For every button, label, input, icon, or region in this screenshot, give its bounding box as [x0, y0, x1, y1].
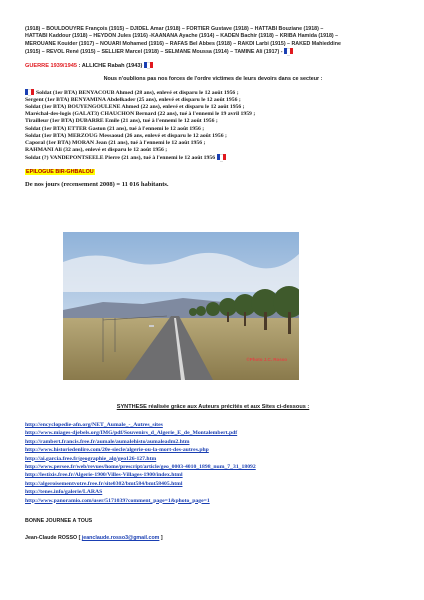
french-flag-icon	[284, 48, 293, 54]
intro-line: (1915) – REVOL René (1915) – SELLIER Marcel (1918) – SELMANE Moussa (1914) – TAMINE Ali (1917) -	[25, 48, 401, 56]
source-link[interactable]: http://www.historiedenlire.com/20e-siecle/algerie-ou-la-mort-des-autres.php	[25, 447, 209, 454]
source-link[interactable]: http://algeroisementvotre.free.fr/site0302/bmt584/bmt58405.html	[25, 480, 183, 487]
french-flag-icon	[217, 154, 226, 160]
closing-text: BONNE JOURNEE A TOUS	[25, 518, 93, 524]
guerre-1939-line	[25, 62, 401, 70]
population-line: De nos jours (recensement 2008) = 11 016 habitants.	[25, 180, 169, 188]
source-link[interactable]: http://www.persee.fr/web/revues/home/prescript/article/geo_0003-4010_1898_num_7_31_18092	[25, 464, 256, 471]
epilogue-title: EPILOGUE BIR-GHBALOU	[26, 168, 94, 175]
photo-credit: ©Photo J.C. Rosso	[246, 357, 287, 362]
synthese-heading: SYNTHESE réalisée grâce aux Auteurs précités et aux Sites ci-dessous :	[116, 404, 310, 410]
source-link[interactable]: http://www.miages-djebels.org/IMG/pdf/Souvenirs_d_Algerie_E_de_Montalembert.pdf	[25, 430, 238, 437]
source-link[interactable]: http://www.panoramio.com/user/5171039?comment_page=1&photo_page=1	[25, 497, 210, 504]
list-item: Soldat (1er BTA) BENYACOUB Ahmed (28 ans), enlevé et disparu le 12 août 1956 ;	[25, 89, 401, 97]
guerre-text: : ALLICHE Rabah (1943)	[76, 62, 143, 69]
source-link[interactable]: http://tenes.info/galerie/LARAS	[25, 489, 103, 496]
list-item: Soldat (1er BTA) MERZOUG Messaoud (26 ans, enlevé et disparu le 12 août 1956 ;	[25, 132, 227, 139]
forces-heading: Nous n'oublions pas nos forces de l'ordre victimes de leurs devoirs dans ce secteur :	[103, 75, 323, 82]
intro-line: MEROUANE Kouider (1917) – NOUARI Mohamed (1916) – RAFAS Bel Abbes (1918) – RAKDI Larbi (1915) – RAKED Mahieddine	[25, 40, 341, 47]
soldiers-list	[25, 89, 401, 163]
list-item: RAHMANI Ali (32 ans), enlevé et disparu le 12 août 1956 ;	[25, 147, 168, 154]
sources-links	[25, 421, 256, 505]
french-flag-icon	[25, 89, 34, 95]
intro-names-list	[25, 26, 401, 57]
list-item: Caporal (1er BTA) MORAN Jean (21 ans), tué à l'ennemi le 12 août 1956 ;	[25, 140, 206, 147]
list-item: Maréchal-des-logis (GALAT3) CHAUCHON Bernard (22 ans), tué à l'ennemi le 19 avril 1959 ;	[25, 111, 256, 118]
intro-line: HATTABI Kaddour (1918) – HEYDON Jules (1916) -KAANANA Ayache (1914) – KADEN Bachir (1918) – KRIBA Hamida (1918) –	[25, 33, 339, 40]
source-link[interactable]: http://encyclopedie-afn.org/NET_Aumale_-_Autres_sites	[25, 422, 163, 428]
source-link[interactable]: http://lestixis.free.fr/Algerie-1900/Villes-Villages-1900/index.html	[25, 472, 183, 479]
list-item: Soldat (1er BTA) ETTER Gaston (21 ans), tué à l'ennemi le 12 août 1956 ;	[25, 125, 205, 132]
signature: Jean-Claude ROSSO [ jeanclaude.rosso3@gmail.com ]	[25, 535, 163, 541]
email-link[interactable]: jeanclaude.rosso3@gmail.com	[81, 535, 160, 541]
list-item: Sergent (1er BTA) BENYAMINA Abdelkader (25 ans), enlevé et disparu le 12 août 1956 ;	[25, 96, 241, 103]
list-item: Soldat (1er BTA) BOUYENGOULENE Ahmed (22 ans), enlevé et disparu le 12 août 1956 ;	[25, 104, 245, 111]
list-item: Soldat (?) VANDEPONTSEELE Pierre (21 ans), tué à l'ennemi le 12 août 1956	[25, 154, 401, 162]
list-item: Tirailleur (1er BTA) DUBARRE Emile (21 ans), tué à l'ennemi le 12 août 1956 ;	[25, 118, 218, 125]
source-link[interactable]: http://ai.garcia.free.fr/geographie_alg/geo126-127.htm	[25, 455, 157, 462]
guerre-label: GUERRE 1939/1945	[25, 62, 77, 69]
french-flag-icon	[144, 62, 153, 68]
source-link[interactable]: http://rambert.francis.free.fr/aumale/aumalehisto/aumaleadm2.htm	[25, 438, 190, 445]
intro-line: (1918) – BOULDOUYRE François (1915) – DJIDEL Amar (1918) – FORTIER Gustave (1918) – HATTABI Bouziane (1918) –	[25, 26, 324, 32]
road-photo	[63, 232, 299, 380]
